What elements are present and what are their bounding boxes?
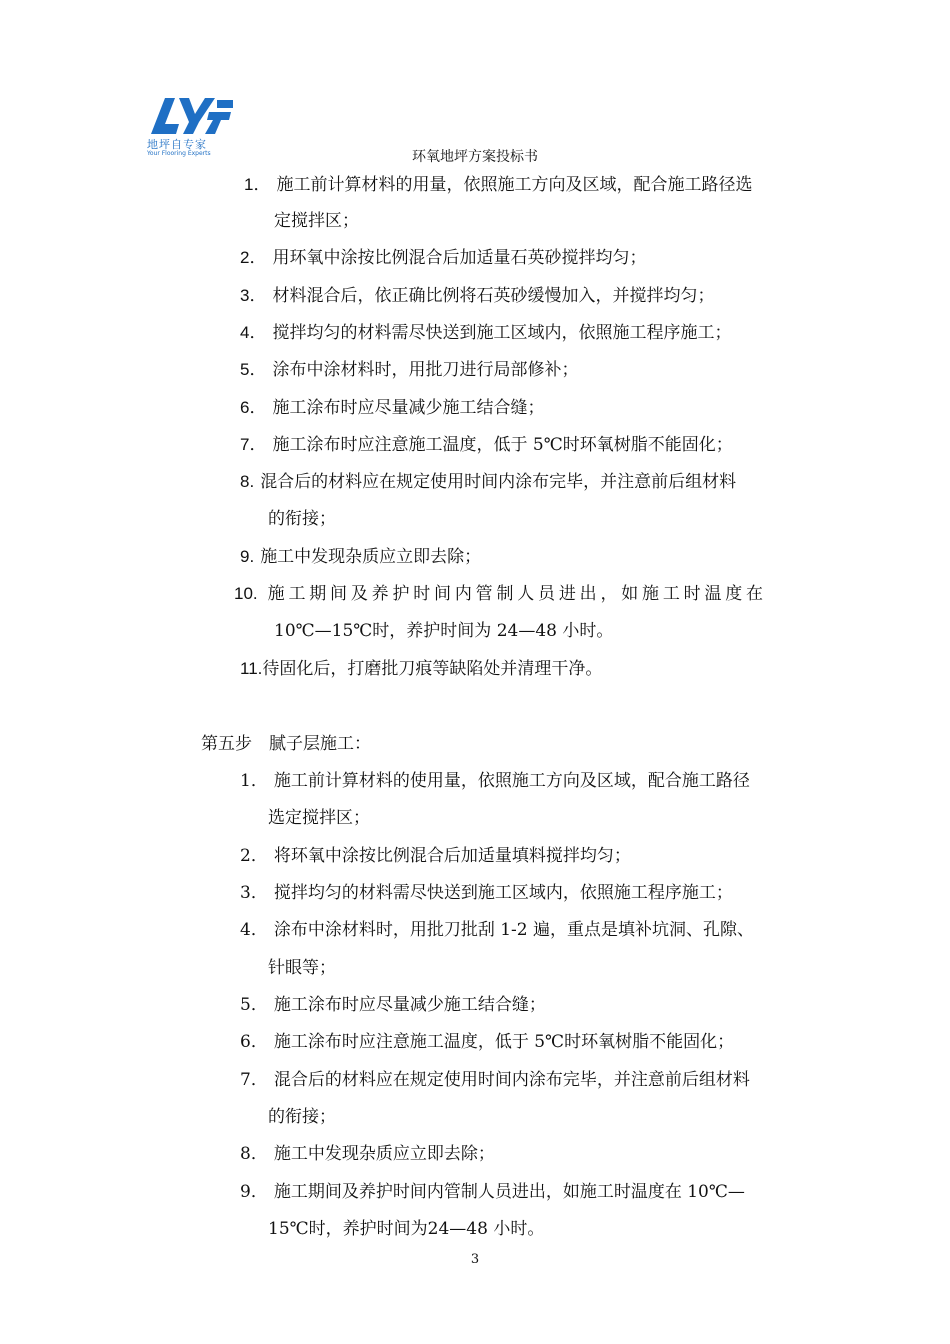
item-number: 1． [244,175,271,194]
item-number: 11. [240,659,263,678]
item-number: 10. [234,584,258,603]
item-text: 混合后的材料应在规定使用时间内涂布完毕，并注意前后组材料 [273,1070,750,1090]
item-number: 9. [240,547,255,566]
list-item [240,1030,734,1054]
item-continuation: 的衔接； [268,1107,336,1127]
item-text: 施工前计算材料的用量，依照施工方向及区域，配合施工路径选 [276,175,753,195]
item-number: 6． [240,398,267,417]
item-continuation: 15℃时，养护时间为24—48 小时。 [268,1219,545,1239]
item-continuation: 10℃—15℃时，养护时间为 24—48 小时。 [274,621,614,641]
item-number: 4． [240,920,268,940]
list-item [240,545,481,569]
list-item [240,844,631,868]
list-item [240,769,750,793]
section-heading: 第五步 腻子层施工： [201,734,371,754]
item-number: 3． [240,883,268,903]
item-number: 2． [240,846,268,866]
item-text: 材料混合后，依正确比例将石英砂缓慢加入，并搅拌均匀； [272,286,715,306]
item-number: 4． [240,323,267,342]
list-item [240,358,578,382]
list-item [240,470,736,494]
item-text: 施工涂布时应尽量减少施工结合缝； [272,398,545,418]
list-item [240,918,754,942]
document-header-title: 环氧地坪方案投标书 [412,149,538,165]
list-item [240,321,731,345]
item-number: 3． [240,286,267,305]
item-text: 涂布中涂材料时，用批刀批刮 1-2 遍，重点是填补坑洞、孔隙、 [273,920,755,940]
item-number: 9． [240,1182,268,1202]
item-text: 施工涂布时应注意施工温度，低于 5℃时环氧树脂不能固化； [272,435,733,455]
item-number: 8． [240,1144,268,1164]
item-number: 5． [240,995,268,1015]
item-number: 7． [240,435,267,454]
list-item [240,246,646,270]
item-text: 施工涂布时应注意施工温度，低于 5℃时环氧树脂不能固化； [273,1032,735,1052]
item-number: 6． [240,1032,268,1052]
list-item [240,1068,750,1092]
item-text: 搅拌均匀的材料需尽快送到施工区域内，依照施工程序施工； [273,883,733,903]
item-number: 1． [240,771,268,791]
item-continuation: 定搅拌区； [274,211,359,231]
item-text: 涂布中涂材料时，用批刀进行局部修补； [272,360,579,380]
list-item [240,396,544,420]
list-item [240,433,733,457]
logo-subtext: Your Flooring Experts [147,150,211,157]
list-item [240,1180,745,1204]
item-text: 搅拌均匀的材料需尽快送到施工区域内，依照施工程序施工； [272,323,732,343]
logo-text: 地坪自专家 [147,138,207,151]
item-number: 8. [240,472,255,491]
list-item [240,881,733,905]
item-text: 施工中发现杂质应立即去除； [273,1144,495,1164]
item-number: 2． [240,248,267,267]
item-text: 施工期间及养护时间内管制人员进出，如施工时温度在 10℃— [273,1182,745,1202]
item-number: 5． [240,360,267,379]
item-text: 用环氧中涂按比例混合后加适量石英砂搅拌均匀； [272,248,647,268]
list-item [240,993,546,1017]
item-text: 施工涂布时应尽量减少施工结合缝； [273,995,546,1015]
page-number: 3 [470,1252,480,1267]
list-item [240,1142,495,1166]
item-continuation: 选定搅拌区； [268,808,370,828]
item-text: 施工前计算材料的使用量，依照施工方向及区域，配合施工路径 [273,771,750,791]
item-text: 施工中发现杂质应立即去除； [260,547,482,567]
item-text: 将环氧中涂按比例混合后加适量填料搅拌均匀； [273,846,631,866]
item-continuation: 的衔接； [268,509,336,529]
item-text: 混合后的材料应在规定使用时间内涂布完毕，并注意前后组材料 [260,472,737,492]
list-item [244,173,752,197]
item-text: 施工期间及养护时间内管制人员进出，如施工时温度在 [267,584,767,604]
list-item [240,657,602,681]
item-number: 7． [240,1070,268,1090]
list-item [240,284,714,308]
item-text: 待固化后，打磨批刀痕等缺陷处并清理干净。 [262,659,603,679]
item-continuation: 针眼等； [268,958,336,978]
list-item [234,582,767,606]
